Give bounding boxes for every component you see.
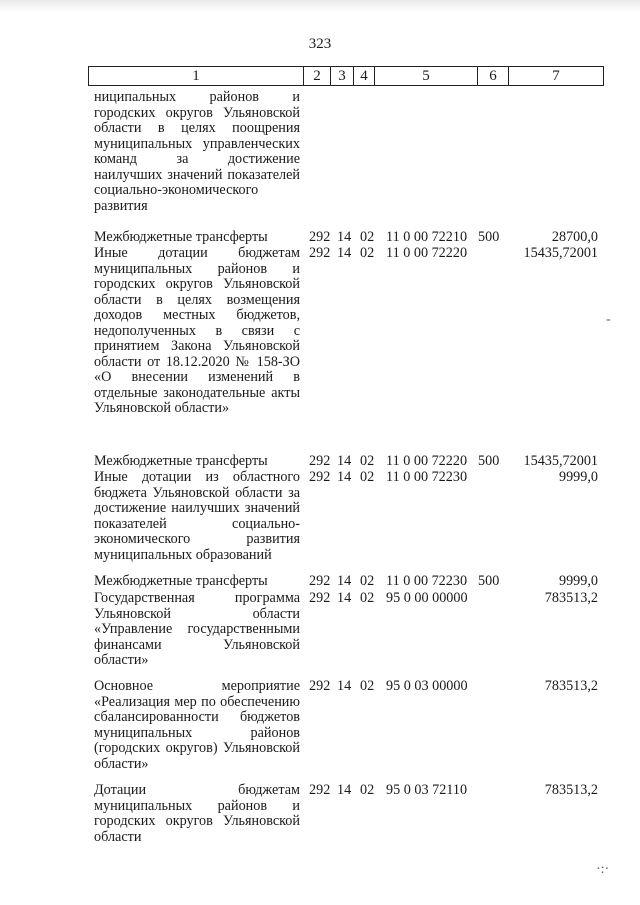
row-amount: 28700,0 bbox=[551, 229, 598, 245]
row-amount: 9999,0 bbox=[558, 469, 598, 485]
row-description: Межбюджетные трансферты bbox=[94, 453, 268, 469]
row-amount: 15435,72001 bbox=[523, 245, 598, 261]
row-code-3: 14 bbox=[337, 590, 352, 606]
row-code-3: 14 bbox=[337, 678, 352, 694]
row-description: Иные дотации бюджетам муниципальных районов и городских округов Ульяновской области в целях возмещения доходов местных бюджетов, недополученных в связи с принятием Закона Ульяновской области от 18.12.2020 № 158-ЗО «О внесении изменений в отдельные законодательные акты Ульяновской области» bbox=[94, 245, 300, 416]
row-code-5: 11 0 00 72230 bbox=[386, 469, 468, 485]
column-header-4: 4 bbox=[354, 67, 375, 86]
column-header-2: 2 bbox=[304, 67, 331, 86]
row-code-2: 292 bbox=[309, 678, 331, 694]
row-code-4: 02 bbox=[360, 469, 375, 485]
scan-artifact-mark: - bbox=[606, 312, 611, 327]
row-code-6: 500 bbox=[478, 229, 500, 245]
row-code-5: 11 0 00 72230 bbox=[386, 573, 468, 589]
row-code-2: 292 bbox=[309, 245, 331, 261]
row-code-6: 500 bbox=[478, 453, 500, 469]
row-description: Межбюджетные трансферты bbox=[94, 229, 268, 245]
row-code-5: 95 0 03 00000 bbox=[386, 678, 468, 694]
row-code-3: 14 bbox=[337, 782, 352, 798]
page-number: 323 bbox=[308, 36, 332, 52]
scan-artifact-mark: ·:· bbox=[596, 862, 610, 877]
row-code-5: 11 0 00 72210 bbox=[386, 229, 468, 245]
row-code-4: 02 bbox=[360, 782, 375, 798]
row-code-4: 02 bbox=[360, 229, 375, 245]
row-code-4: 02 bbox=[360, 245, 375, 261]
column-header-7: 7 bbox=[509, 67, 604, 86]
row-code-3: 14 bbox=[337, 229, 352, 245]
row-amount: 783513,2 bbox=[544, 678, 598, 694]
row-description: Иные дотации из областного бюджета Ульяновской области за достижение наилучших значений показателей социально-экономического развития муниципальных образований bbox=[94, 469, 300, 563]
row-code-4: 02 bbox=[360, 453, 375, 469]
row-code-3: 14 bbox=[337, 245, 352, 261]
column-header-6: 6 bbox=[478, 67, 509, 86]
row-amount: 15435,72001 bbox=[523, 453, 598, 469]
row-description: Основное мероприятие «Реализация мер по обеспечению сбалансированности бюджетов муниципальных районов (городских округов) Ульяновской области» bbox=[94, 678, 300, 772]
row-code-4: 02 bbox=[360, 678, 375, 694]
row-code-6: 500 bbox=[478, 573, 500, 589]
row-description: Межбюджетные трансферты bbox=[94, 573, 268, 589]
row-code-2: 292 bbox=[309, 469, 331, 485]
row-code-2: 292 bbox=[309, 573, 331, 589]
row-code-4: 02 bbox=[360, 590, 375, 606]
column-header-1: 1 bbox=[89, 67, 304, 86]
row-code-5: 95 0 00 00000 bbox=[386, 590, 468, 606]
row-description: Государственная программа Ульяновской области «Управление государственными финансами Ульяновской области» bbox=[94, 590, 300, 668]
row-description: Дотации бюджетам муниципальных районов и городских округов Ульяновской области bbox=[94, 782, 300, 845]
row-code-3: 14 bbox=[337, 573, 352, 589]
row-code-2: 292 bbox=[309, 229, 331, 245]
row-code-2: 292 bbox=[309, 453, 331, 469]
row-code-5: 11 0 00 72220 bbox=[386, 245, 468, 261]
row-code-3: 14 bbox=[337, 469, 352, 485]
row-amount: 9999,0 bbox=[558, 573, 598, 589]
row-description: ниципальных районов и городских округов Ульяновской области в целях поощрения муниципальных управленческих команд за достижение наилучших значений показателей социально-экономического развития bbox=[94, 89, 300, 214]
row-amount: 783513,2 bbox=[544, 590, 598, 606]
row-code-2: 292 bbox=[309, 782, 331, 798]
row-code-2: 292 bbox=[309, 590, 331, 606]
row-code-3: 14 bbox=[337, 453, 352, 469]
row-code-5: 11 0 00 72220 bbox=[386, 453, 468, 469]
column-header-5: 5 bbox=[375, 67, 478, 86]
row-code-4: 02 bbox=[360, 573, 375, 589]
row-code-5: 95 0 03 72110 bbox=[386, 782, 468, 798]
row-amount: 783513,2 bbox=[544, 782, 598, 798]
column-header-3: 3 bbox=[331, 67, 354, 86]
